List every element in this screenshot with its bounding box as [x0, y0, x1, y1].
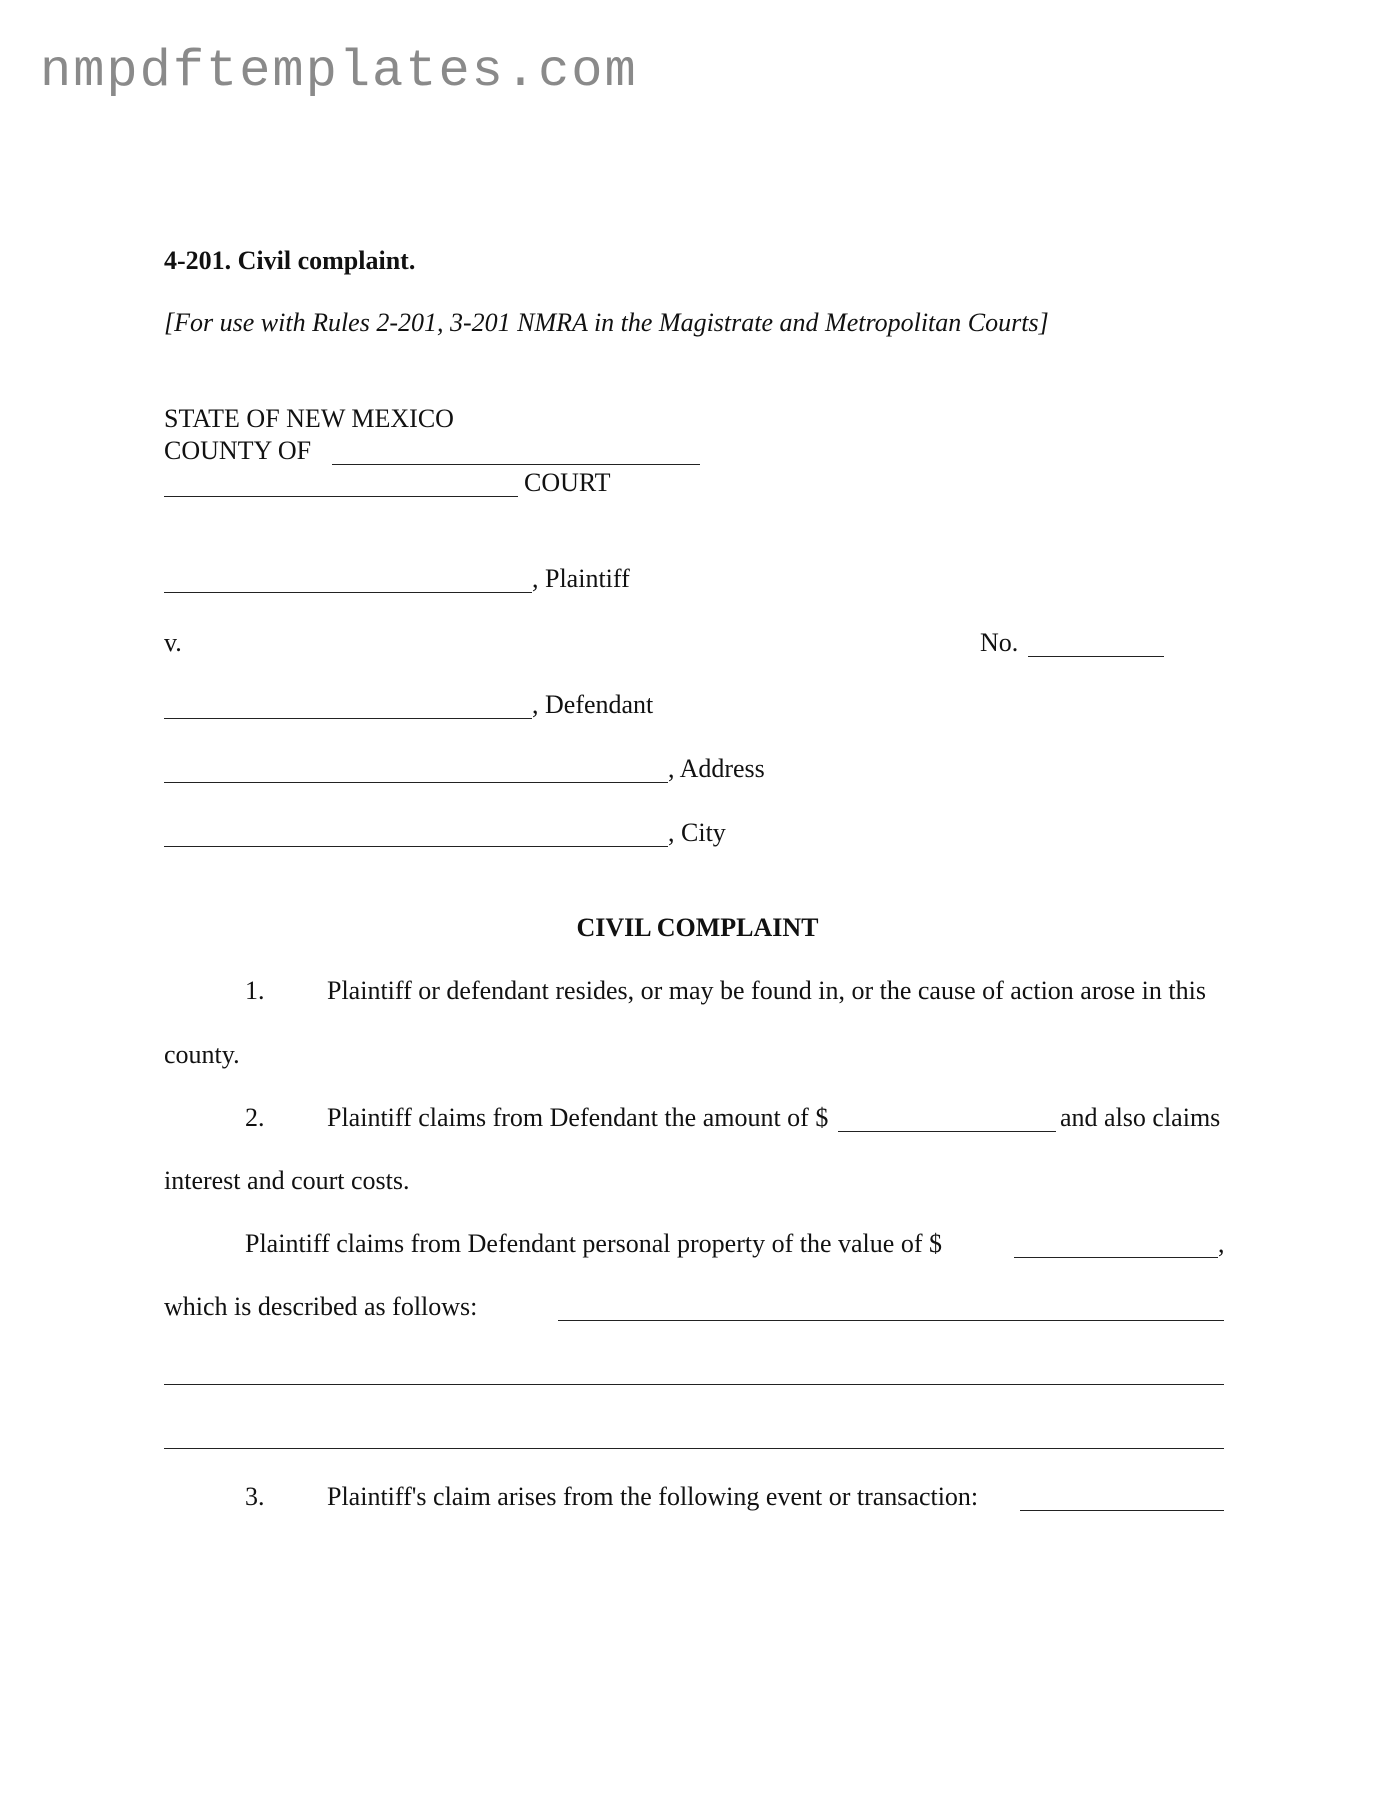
- property-value-blank[interactable]: [1014, 1257, 1218, 1258]
- county-blank[interactable]: [332, 464, 700, 465]
- paragraph-2-text-end: and also claims: [1060, 1103, 1221, 1132]
- address-label: , Address: [668, 754, 765, 783]
- paragraph-3-number: 3.: [245, 1482, 265, 1511]
- defendant-label: , Defendant: [532, 690, 654, 719]
- paragraph-1-continued: county.: [164, 1040, 240, 1069]
- rule-title: 4-201. Civil complaint.: [164, 246, 416, 275]
- court-blank[interactable]: [164, 496, 518, 497]
- case-number-blank[interactable]: [1028, 656, 1164, 657]
- transaction-blank[interactable]: [1020, 1510, 1224, 1511]
- described-label: which is described as follows:: [164, 1292, 478, 1321]
- paragraph-1-number: 1.: [245, 976, 265, 1005]
- city-blank[interactable]: [164, 846, 668, 847]
- description-blank-line-3[interactable]: [164, 1448, 1224, 1449]
- versus-label: v.: [164, 628, 182, 657]
- watermark-logo: nmpdftemplates.com: [40, 42, 638, 101]
- address-blank[interactable]: [164, 782, 668, 783]
- plaintiff-blank[interactable]: [164, 592, 532, 593]
- paragraph-3-text: Plaintiff's claim arises from the following event or transaction:: [327, 1482, 979, 1511]
- property-comma: ,: [1218, 1229, 1225, 1258]
- description-blank-line-2[interactable]: [164, 1384, 1224, 1385]
- court-label: COURT: [524, 468, 611, 497]
- description-blank-line-1[interactable]: [558, 1320, 1224, 1321]
- case-number-label: No.: [980, 628, 1019, 657]
- complaint-heading: CIVIL COMPLAINT: [576, 913, 819, 942]
- plaintiff-label: , Plaintiff: [532, 564, 630, 593]
- paragraph-1-text: Plaintiff or defendant resides, or may be found in, or the cause of action arose in this: [327, 976, 1206, 1005]
- property-claim-text: Plaintiff claims from Defendant personal property of the value of $: [245, 1229, 942, 1258]
- defendant-blank[interactable]: [164, 718, 532, 719]
- state-label: STATE OF NEW MEXICO: [164, 404, 454, 433]
- paragraph-2-continued: interest and court costs.: [164, 1166, 410, 1195]
- rule-usage-note: [For use with Rules 2-201, 3-201 NMRA in the Magistrate and Metropolitan Courts]: [164, 308, 1049, 337]
- city-label: , City: [668, 818, 726, 847]
- paragraph-2-text: Plaintiff claims from Defendant the amount of $: [327, 1103, 829, 1132]
- county-label: COUNTY OF: [164, 436, 312, 465]
- amount-blank[interactable]: [838, 1131, 1056, 1132]
- paragraph-2-number: 2.: [245, 1103, 265, 1132]
